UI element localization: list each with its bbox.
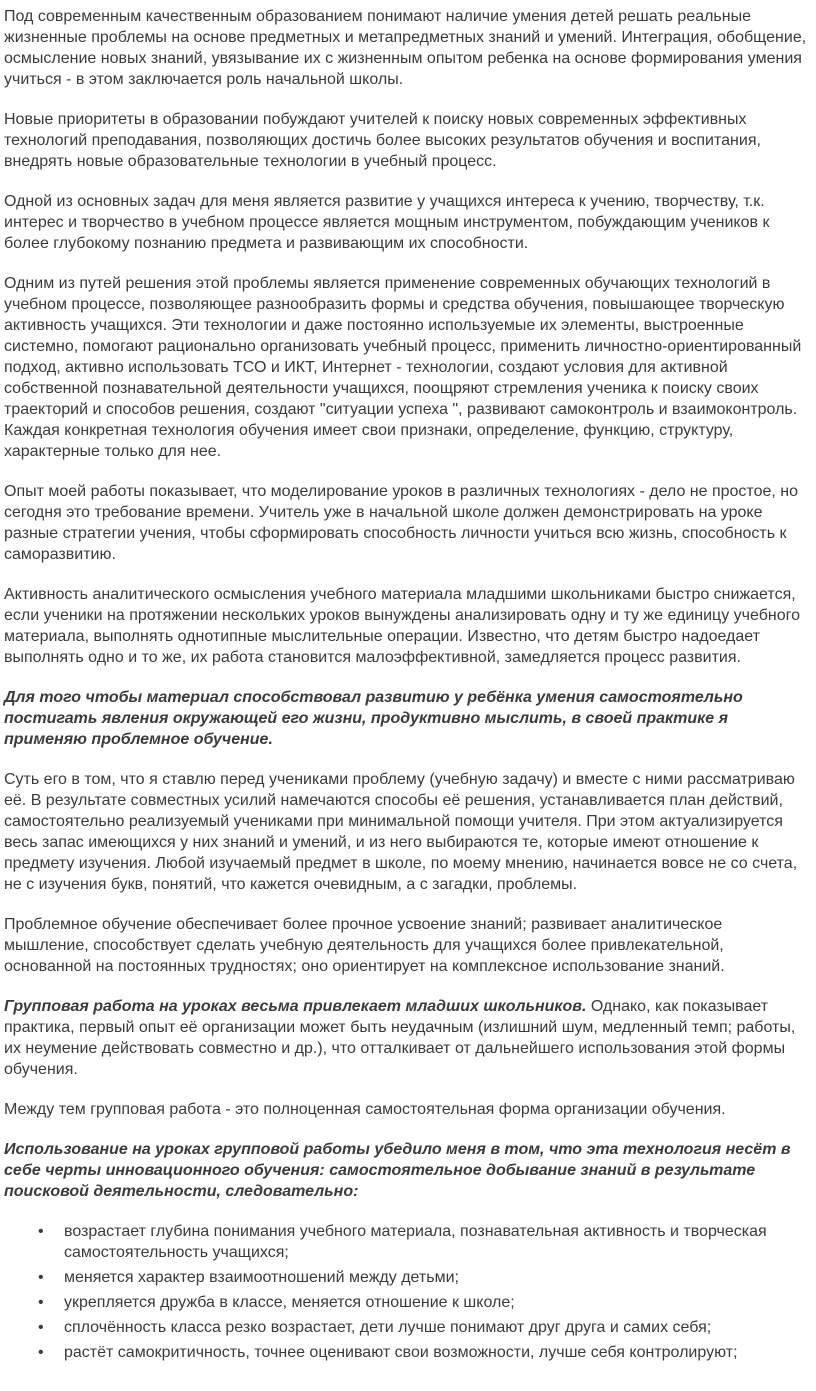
paragraph: Опыт моей работы показывает, что моделирование уроков в различных технологиях - дело не простое, но сегодня это требование времени. Учитель уже в начальной школе должен демонстрировать на уроке разные стратегии учения, чтобы сформировать способность личности учиться всю жизнь, способность к саморазвитию. xyxy=(4,483,798,563)
list-item xyxy=(4,1342,810,1363)
bullet-icon: • xyxy=(38,1344,44,1361)
list-item-text: возрастает глубина понимания учебного материала, познавательная активность и творческая самостоятельность учащихся; xyxy=(64,1223,767,1261)
list-item xyxy=(4,1292,810,1313)
list-item xyxy=(4,1267,810,1288)
list-item xyxy=(4,1317,810,1338)
bullet-list xyxy=(4,1221,810,1363)
list-item-text: укрепляется дружба в классе, меняется отношение к школе; xyxy=(64,1294,515,1311)
bullet-icon: • xyxy=(38,1294,44,1311)
paragraph: Активность аналитического осмысления учебного материала младшими школьниками быстро снижается, если ученики на протяжении нескольких уроков вынуждены анализировать одну и ту же единицу учебного материала, выполнять однотипные мыслительные операции. Известно, что детям быстро надоедает выполнять одно и то же, их работа становится малоэффективной, замедляется процесс развития. xyxy=(4,586,800,666)
paragraph: Проблемное обучение обеспечивает более прочное усвоение знаний; развивает аналитическое мышление, способствует сделать учебную деятельность для учащихся более привлекательной, основанной на постоянных трудностях; оно ориентирует на комплексное использование знаний. xyxy=(4,916,725,975)
paragraph: Между тем групповая работа - это полноценная самостоятельная форма организации обучения. xyxy=(4,1101,726,1118)
paragraph: Под современным качественным образованием понимают наличие умения детей решать реальные жизненные проблемы на основе предметных и метапредметных знаний и умений. Интеграция, обобщение, осмысление новых знаний, увязывание их с жизненным опытом ребенка на основе формирования умения учиться - в этом заключается роль начальной школы. xyxy=(4,8,807,88)
paragraph-emphasis: Использование на уроках групповой работы убедило меня в том, что эта технология несёт в себе черты инновационного обучения: самостоятельное добывание знаний в результате поисковой деятельности, следовательно: xyxy=(4,1141,791,1200)
bullet-icon: • xyxy=(38,1269,44,1286)
paragraph: Новые приоритеты в образовании побуждают учителей к поиску новых современных эффективных технологий преподавания, позволяющих достичь более высоких результатов обучения и воспитания, внедрять новые образовательные технологии в учебный процесс. xyxy=(4,111,761,170)
bullet-icon: • xyxy=(38,1223,44,1240)
list-item-text: растёт самокритичность, точнее оценивают свои возможности, лучше себя контролируют; xyxy=(64,1344,738,1361)
list-item xyxy=(4,1221,810,1263)
list-item-text: сплочённость класса резко возрастает, дети лучше понимают друг друга и самих себя; xyxy=(64,1319,712,1336)
bullet-icon: • xyxy=(38,1319,44,1336)
paragraph-rest: Однако, как показывает практика, первый опыт её организации может быть неудачным (излишний шум, медленный темп; работы, их неумение действовать совместно и др.), что отталкивает от дальнейшего использования этой формы обучения. xyxy=(4,998,796,1078)
paragraph-mixed xyxy=(4,996,810,1080)
list-item-text: меняется характер взаимоотношений между детьми; xyxy=(64,1269,459,1286)
paragraph: Суть его в том, что я ставлю перед учениками проблему (учебную задачу) и вместе с ними рассматриваю её. В результате совместных усилий намечаются способы её решения, устанавливается план действий, самостоятельно реализуемый учениками при минимальной помощи учителя. При этом актуализируется весь запас имеющихся у них знаний и умений, и из него выбираются те, которые имеют отношение к предмету изучения. Любой изучаемый предмет в школе, по моему мнению, начинается вовсе не со счета, не с изучения букв, понятий, что кажется очевидным, а с загадки, проблемы. xyxy=(4,771,798,893)
paragraph-emphasis: Для того чтобы материал способствовал развитию у ребёнка умения самостоятельно постигать явления окружающей его жизни, продуктивно мыслить, в своей практике я применяю проблемное обучение. xyxy=(4,689,743,748)
paragraph: Одним из путей решения этой проблемы является применение современных обучающих технологий в учебном процессе, позволяющее разнообразить формы и средства обучения, повышающее творческую активность учащихся. Эти технологии и даже постоянно используемые их элементы, выстроенные системно, помогают рационально организовать учебный процесс, применить личностно-ориентированный подход, активно использовать ТСО и ИКТ, Интернет - технологии, создают условия для активной собственной познавательной деятельности учащихся, поощряют стремления ученика к поиску своих траекторий и способов решения, создают "ситуации успеха ", развивают самоконтроль и взаимоконтроль. Каждая конкретная технология обучения имеет свои признаки, определение, функцию, структуру, характерные только для нее. xyxy=(4,275,802,460)
paragraph-lead-emphasis: Групповая работа на уроках весьма привлекает младших школьников. xyxy=(4,998,587,1015)
paragraph: Одной из основных задач для меня является развитие у учащихся интереса к учению, творчеству, т.к. интерес и творчество в учебном процессе является мощным инструментом, побуждающим учеников к более глубокому познанию предмета и развивающим их способности. xyxy=(4,193,770,252)
